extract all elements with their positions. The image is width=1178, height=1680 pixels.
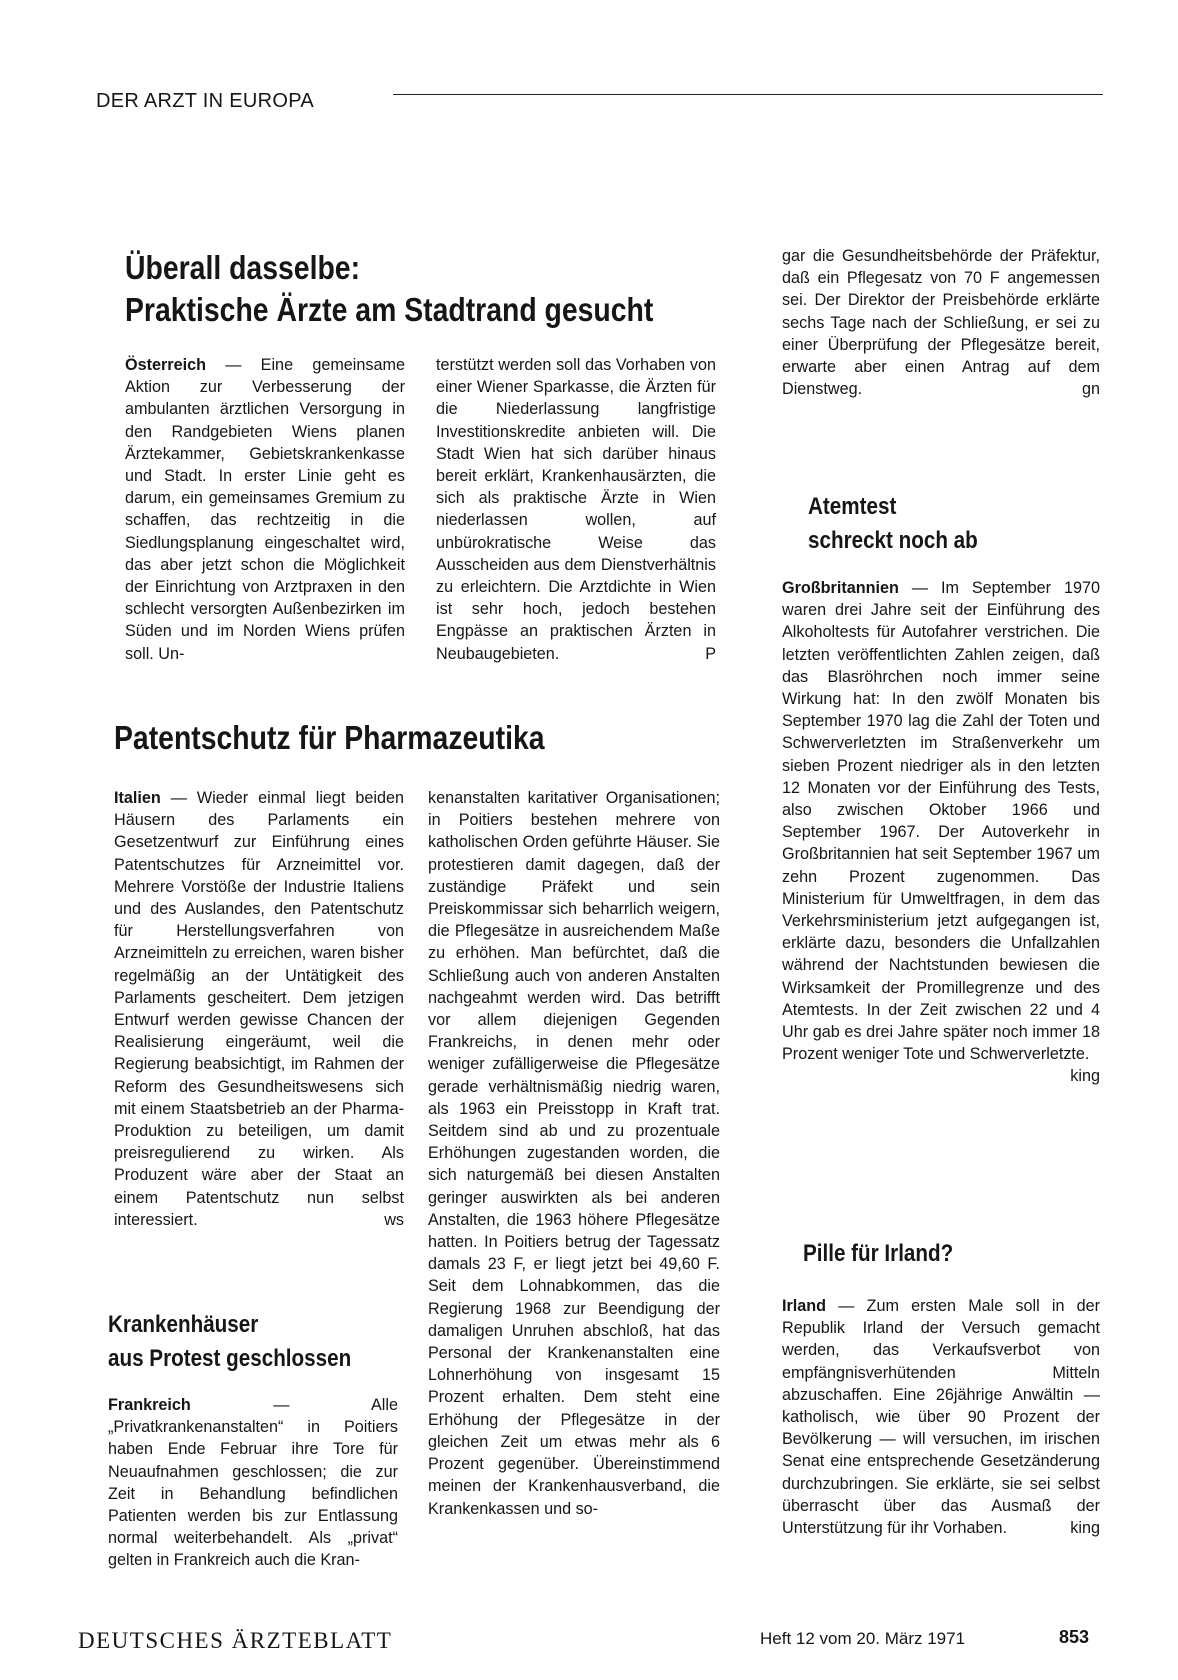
article3-column-1 (108, 1394, 398, 1572)
article3-text-3: gar die Gesundheitsbehörde der Präfektur, daß ein Pflegesatz von 70 F angemessen sei. Der Direktor der Preisbehörde erklärte sechs Tage nach der Schließung, er sei zu einer Überprüfung der Pflegesätze bereit, erwarte aber einen Antrag auf dem Dienstweg. (782, 247, 1100, 399)
article3-column-3 (782, 245, 1100, 400)
footer-masthead: DEUTSCHES ÄRZTEBLATT (78, 1628, 393, 1653)
article3-lead: Frankreich (108, 1396, 191, 1414)
article3-signature: gn (1081, 380, 1100, 399)
article1-headline-line2: Praktische Ärzte am Stadtrand gesucht (125, 291, 654, 328)
article3-text-1: — Alle „Privatkrankenanstalten“ in Poitiers haben Ende Februar ihre Tore für Neuaufnahmen geschlossen; die zur Zeit in Behandlung befindlichen Patienten werden bis zur Entlassung normal weiterbehandelt. Als „privat“ gelten in Frankreich auch die Kran- (108, 1396, 398, 1570)
header-rule (393, 94, 1103, 95)
article4-headline-line1: Atemtest (808, 493, 897, 520)
article3-column-2 (428, 787, 720, 1520)
article1-headline-line1: Überall dasselbe: (125, 249, 361, 286)
article2-headline: Patentschutz für Pharmazeutika (114, 719, 545, 756)
article1-signature: P (705, 644, 716, 663)
article2-signature: ws (384, 1210, 404, 1229)
article1-headline (125, 247, 653, 331)
article3-headline-line2: aus Protest geschlossen (108, 1345, 352, 1372)
article4-headline-line2: schreckt noch ab (808, 527, 978, 554)
article2-text: — Wieder einmal liegt beiden Häusern des Parlaments ein Gesetzentwurf zur Einführung eines Patentschutzes für Arzneimittel vor. Mehrere Vorstöße der Industrie Italiens und des Auslandes, den Patentschutz für Herstellungsverfahren von Arzneimitteln zu erreichen, waren bisher regelmäßig an der Untätigkeit des Parlaments gescheitert. Dem jetzigen Entwurf werden gewisse Chancen der Realisierung eingeräumt, weil die Regierung beabsichtigt, im Rahmen der Reform des Gesundheitswesens sich mit einem Staatsbetrieb an der Pharma-Produktion zu beteiligen, um damit preisregulierend zu wirken. Als Produzent wäre aber der Staat an einem Patentschutz nun selbst interessiert. (114, 789, 404, 1229)
article1-text-1: — Eine gemeinsame Aktion zur Verbesserung der ambulanten ärztlichen Versorgung in den Randgebieten Wiens planen Ärztekammer, Gebietskrankenkasse und Stadt. In erster Linie geht es darum, ein gemeinsames Gremium zu schaffen, das rechtzeitig in die Siedlungsplanung eingeschaltet wird, das aber jetzt schon die Möglichkeit der Einrichtung von Arztpraxen in den schlecht versorgten Außenbezirken im Süden und im Norden Wiens prüfen soll. Un- (125, 356, 405, 663)
article3-text-2: kenanstalten karitativer Organisationen; in Poitiers bestehen mehrere von katholischen Orden geführte Häuser. Sie protestieren damit dagegen, daß der zuständige Präfekt und sein Preiskommissar sich beharrlich weigern, die Pflegesätze in ausreichendem Maße zu erhöhen. Man befürchtet, daß die Schließung auch von anderen Anstalten nachgeahmt werden wird. Das betrifft vor allem diejenigen Gegenden Frankreichs, in denen mehr oder weniger zufälligerweise die Pflegesätze gerade verhältnismäßig niedrig waren, als 1963 ein Preisstopp in Kraft trat. Seitdem sind ab und zu prozentuale Erhöhungen zugestanden worden, die sich naturgemäß bei diesen Anstalten geringer auswirkten als bei anderen Anstalten, die 1963 höhere Pflegesätze hatten. In Poitiers betrug der Tagessatz damals 23 F, er liegt jetzt bei 49,60 F. Seit dem Lohnabkommen, das die Regierung 1968 zur Beendigung der damaligen Unruhen abschloß, hat das Personal der Krankenanstalten eine Lohnerhöhung von insgesamt 15 Prozent erhalten. Dem steht eine Erhöhung der Pflegesätze in der gleichen Zeit um etwas mehr als 6 Prozent gegenüber. Übereinstimmend meinen der Krankenhausverband, die Krankenkassen und so- (428, 789, 720, 1518)
article1-lead: Österreich (125, 356, 206, 374)
page-number: 853 (1059, 1627, 1090, 1647)
article4-signature: king (1070, 1067, 1100, 1086)
article4-column-3 (782, 577, 1100, 1088)
article5-headline: Pille für Irland? (803, 1240, 954, 1267)
footer-issue: Heft 12 vom 20. März 1971 (760, 1629, 966, 1648)
article2-column-1 (114, 787, 404, 1231)
article4-text: — Im September 1970 waren drei Jahre seit der Einführung des Alkoholtests für Autofahrer verstrichen. Die letzten veröffentlichten Zahlen zeigen, daß das Blasröhrchen noch immer seine Wirkung hat: In den zwölf Monaten bis September 1970 lag die Zahl der Toten und Schwerverletzten im Straßenverkehr um sieben Prozent niedriger als in den letzten 12 Monaten vor der Einführung des Tests, also zwischen Oktober 1966 und September 1967. Der Autoverkehr in Großbritannien hat seit September 1967 um zehn Prozent zugenommen. Das Ministerium für Umweltfragen, in dem das Verkehrsministerium jetzt aufgegangen ist, erklärte dazu, besonders die Unfallzahlen während der Nachtstunden bewiesen die Wirksamkeit der Promillegrenze und des Atemtests. In der Zeit zwischen 22 und 4 Uhr gab es drei Jahre später noch immer 18 Prozent weniger Tote und Schwerverletzte. (782, 579, 1100, 1064)
article1-column-1 (125, 354, 405, 665)
article5-signature: king (1070, 1519, 1100, 1538)
article1-text-2: terstützt werden soll das Vorhaben von einer Wiener Sparkasse, die Ärzten für die Niederlassung langfristige Investitionskredite anbieten will. Die Stadt Wien hat sich darüber hinaus bereit erklärt, Krankenhausärzten, die sich als praktische Ärzte in Wien niederlassen wollen, auf unbürokratische Weise das Ausscheiden aus dem Dienstverhältnis zu erleichtern. Die Arztdichte in Wien ist sehr hoch, jedoch bestehen Engpässe an praktischen Ärzten in Neubaugebieten. (436, 356, 716, 663)
article5-lead: Irland (782, 1297, 827, 1315)
article3-headline (108, 1308, 351, 1376)
article1-column-2 (436, 354, 716, 665)
article5-column-3 (782, 1295, 1100, 1539)
section-title: DER ARZT IN EUROPA (96, 90, 315, 112)
article4-headline (808, 490, 978, 558)
article3-headline-line1: Krankenhäuser (108, 1311, 259, 1338)
article5-text: — Zum ersten Male soll in der Republik Irland der Versuch gemacht werden, das Verkaufsverbot von empfängnisverhütenden Mitteln abzuschaffen. Eine 26jährige Anwältin — katholisch, wie über 90 Prozent der Bevölkerung — will versuchen, im irischen Senat eine entsprechende Gesetzänderung durchzubringen. Sie erklärte, sie sei selbst überrascht über das Ausmaß der Unterstützung für ihr Vorhaben. (782, 1297, 1100, 1538)
article4-lead: Großbritannien (782, 579, 899, 597)
article2-lead: Italien (114, 789, 161, 807)
